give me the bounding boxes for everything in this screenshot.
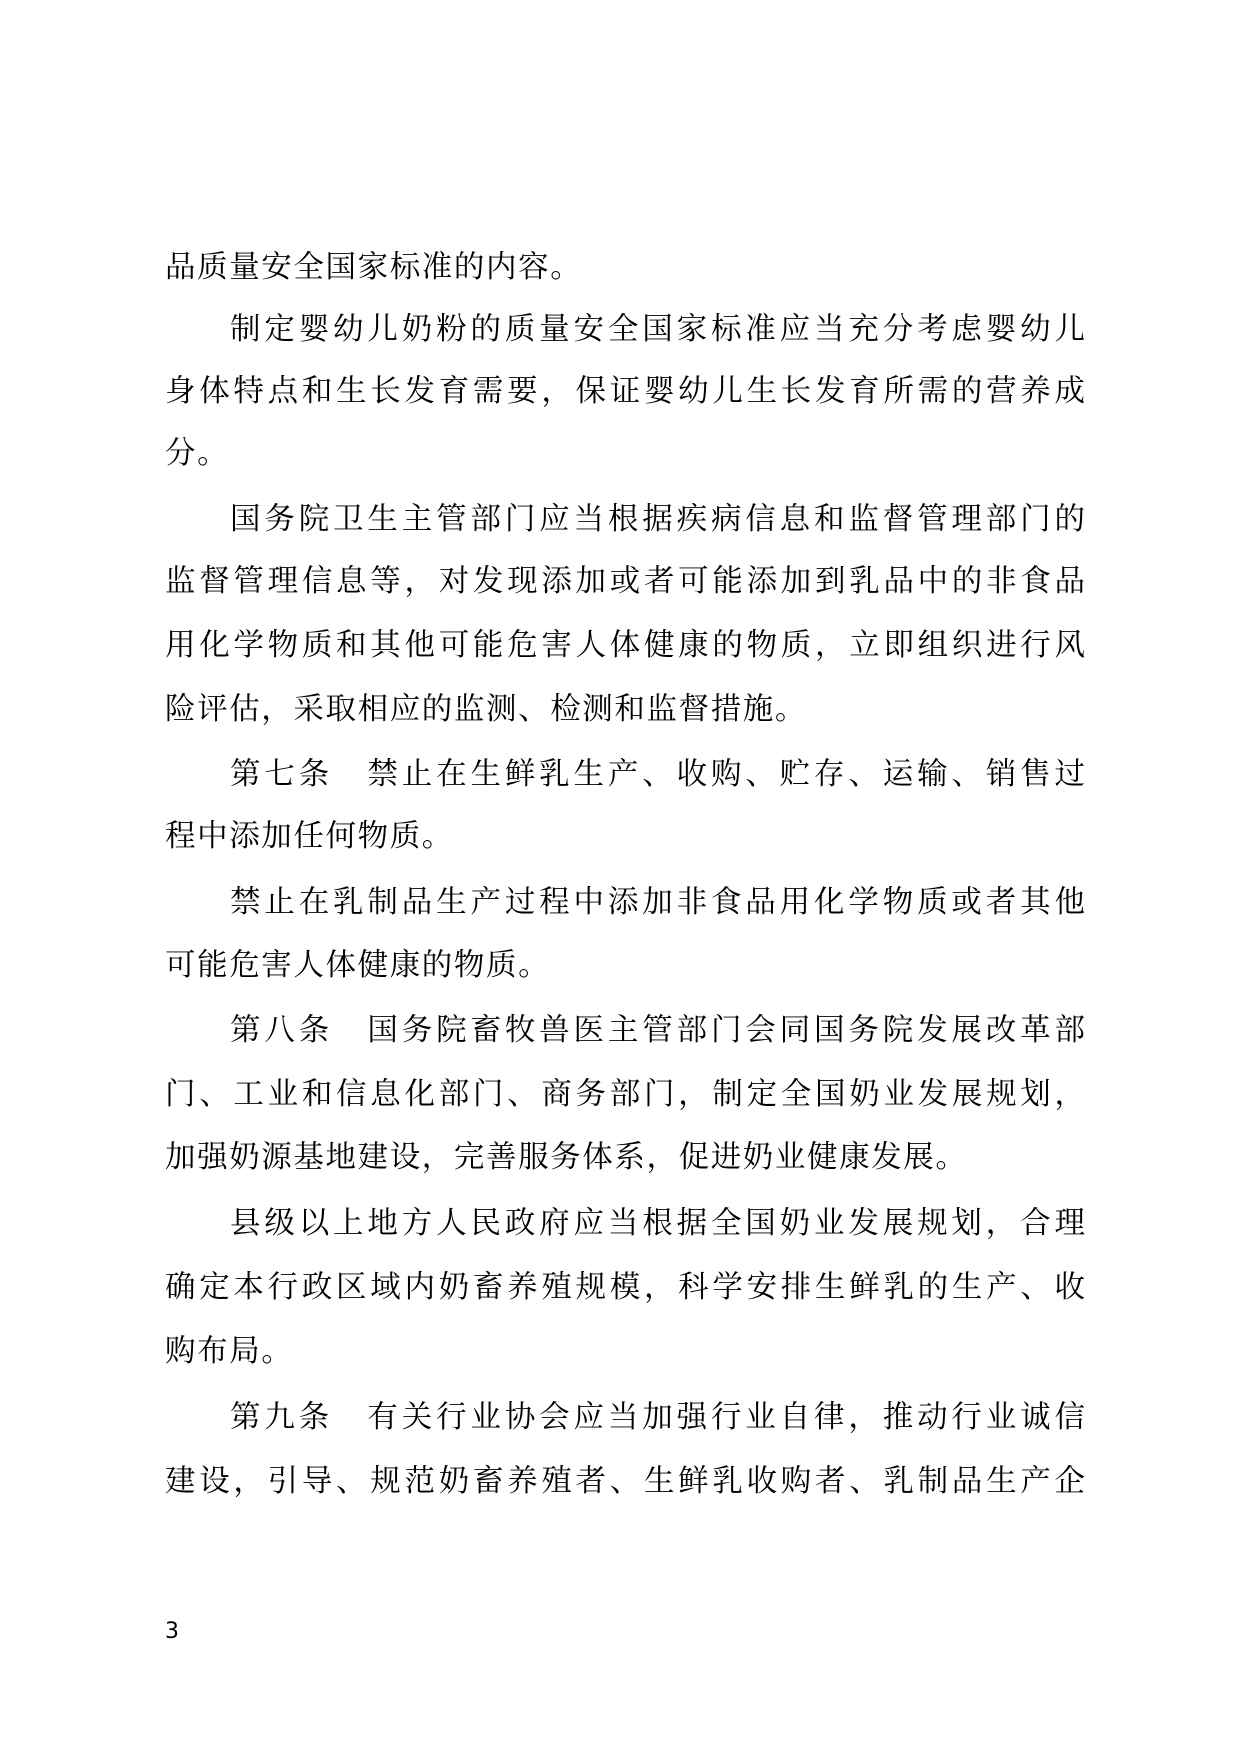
text-line: 可能危害人体健康的物质。 xyxy=(165,948,551,983)
text-line: 用化学物质和其他可能危害人体健康的物质，立即组织进行风 xyxy=(165,628,1085,663)
text-line: 确定本行政区域内奶畜养殖规模，科学安排生鲜乳的生产、收 xyxy=(165,1270,1085,1305)
text-line: 禁止在乳制品生产过程中添加非食品用化学物质或者其他 xyxy=(230,885,1085,920)
text-line: 第八条 国务院畜牧兽医主管部门会同国务院发展改革部 xyxy=(230,1013,1085,1048)
text-line: 分。 xyxy=(165,436,230,471)
text-line: 第七条 禁止在生鲜乳生产、收购、贮存、运输、销售过 xyxy=(230,757,1085,792)
text-line: 程中添加任何物质。 xyxy=(165,819,454,854)
text-line: 建设，引导、规范奶畜养殖者、生鲜乳收购者、乳制品生产企 xyxy=(165,1464,1085,1499)
text-line: 县级以上地方人民政府应当根据全国奶业发展规划，合理 xyxy=(230,1206,1085,1241)
text-line: 购布局。 xyxy=(165,1334,294,1369)
text-line: 国务院卫生主管部门应当根据疾病信息和监督管理部门的 xyxy=(230,502,1085,537)
text-line: 身体特点和生长发育需要，保证婴幼儿生长发育所需的营养成 xyxy=(165,374,1085,409)
text-line: 第九条 有关行业协会应当加强行业自律，推动行业诚信 xyxy=(230,1400,1085,1435)
text-line: 制定婴幼儿奶粉的质量安全国家标准应当充分考虑婴幼儿 xyxy=(230,312,1085,347)
text-line: 品质量安全国家标准的内容。 xyxy=(165,250,583,285)
text-line: 险评估，采取相应的监测、检测和监督措施。 xyxy=(165,692,807,727)
text-line: 监督管理信息等，对发现添加或者可能添加到乳品中的非食品 xyxy=(165,564,1085,599)
page-number: 3 xyxy=(165,1619,179,1644)
text-line: 门、工业和信息化部门、商务部门，制定全国奶业发展规划， xyxy=(165,1077,1085,1112)
text-line: 加强奶源基地建设，完善服务体系，促进奶业健康发展。 xyxy=(165,1140,968,1175)
